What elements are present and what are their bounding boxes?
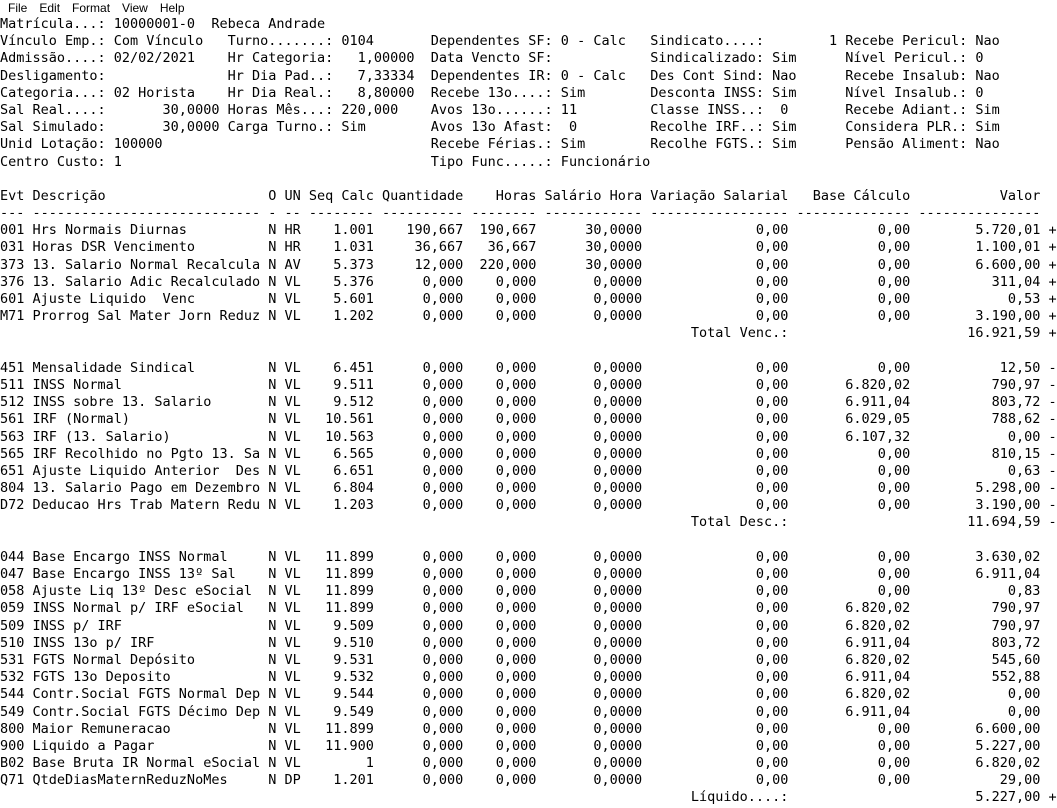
total-line: Total Desc.: 11.694,59 -	[0, 514, 1057, 531]
event-row: 451 Mensalidade Sindical N VL 6.451 0,000 0,000 0,0000 0,00 0,00 12,50 -	[0, 359, 1057, 376]
event-row: 565 IRF Recolhido no Pgto 13. Sa N VL 6.565 0,000 0,000 0,0000 0,00 0,00 810,15 -	[0, 445, 1057, 462]
employee-info-line: Admissão....: 02/02/2021 Hr Categoria: 1,00000 Data Vencto SF: Sindicalizado: Sim Nível Pericul.: 0	[0, 50, 984, 67]
employee-info-line: Vínculo Emp.: Com Vínculo Turno.......: 0104 Dependentes SF: 0 - Calc Sindicato....: 1 Recebe Pericul: Nao	[0, 33, 1000, 50]
total-line: Líquido....: 5.227,00 +	[0, 789, 1057, 806]
event-row: Q71 QtdeDiasMaternReduzNoMes N DP 1.201 0,000 0,000 0,0000 0,00 0,00 29,00	[0, 772, 1041, 789]
event-row: 031 Horas DSR Vencimento N HR 1.031 36,667 36,667 30,0000 0,00 0,00 1.100,01 +	[0, 239, 1057, 256]
employee-info-line: Sal Real....: 30,0000 Horas Mês...: 220,000 Avos 13o......: 11 Classe INSS..: 0 Recebe Adiant.: Sim	[0, 101, 1000, 118]
event-row: 376 13. Salario Adic Recalculado N VL 5.376 0,000 0,000 0,0000 0,00 0,00 311,04 +	[0, 273, 1057, 290]
blank-line	[0, 171, 1057, 188]
table-separator-line: --- ---------------------------- - -- -------- ---------- -------- ------------ ----------------- -------------- ---------------	[0, 205, 1041, 222]
event-row: 804 13. Salario Pago em Dezembro N VL 6.804 0,000 0,000 0,0000 0,00 0,00 5.298,00 -	[0, 480, 1057, 497]
menu-item-format[interactable]: Format	[72, 1, 111, 15]
event-row: 373 13. Salario Normal Recalcula N AV 5.373 12,000 220,000 30,0000 0,00 0,00 6.600,00 +	[0, 256, 1057, 273]
employee-info-line: Categoria...: 02 Horista Hr Dia Real.: 8,80000 Recebe 13o....: Sim Desconta INSS: Sim Nível Insalub.: 0	[0, 84, 984, 101]
event-row: 549 Contr.Social FGTS Décimo Dep N VL 9.549 0,000 0,000 0,0000 0,00 6.911,04 0,00	[0, 703, 1041, 720]
menu-item-edit[interactable]: Edit	[39, 1, 61, 15]
total-line: Total Venc.: 16.921,59 +	[0, 325, 1057, 342]
blank-line	[0, 343, 1057, 360]
menu-item-help[interactable]: Help	[159, 1, 185, 15]
event-row: 544 Contr.Social FGTS Normal Dep N VL 9.544 0,000 0,000 0,0000 0,00 6.820,02 0,00	[0, 686, 1041, 703]
event-row: 561 IRF (Normal) N VL 10.561 0,000 0,000 0,0000 0,00 6.029,05 788,62 -	[0, 411, 1057, 428]
employee-info-line: Desligamento: Hr Dia Pad..: 7,33334 Dependentes IR: 0 - Calc Des Cont Sind: Nao Recebe Insalub: Nao	[0, 67, 1000, 84]
event-row: 511 INSS Normal N VL 9.511 0,000 0,000 0,0000 0,00 6.820,02 790,97 -	[0, 376, 1057, 393]
event-row: 047 Base Encargo INSS 13º Sal N VL 11.899 0,000 0,000 0,0000 0,00 0,00 6.911,04	[0, 566, 1041, 582]
event-row: 058 Ajuste Liq 13º Desc eSocial N VL 11.899 0,000 0,000 0,0000 0,00 0,00 0,83	[0, 583, 1041, 600]
event-row: M71 Prorrog Sal Mater Jorn Reduz N VL 1.202 0,000 0,000 0,0000 0,00 0,00 3.190,00 +	[0, 308, 1057, 325]
menu-item-file[interactable]: File	[8, 1, 28, 15]
event-row: 509 INSS p/ IRF N VL 9.509 0,000 0,000 0,0000 0,00 6.820,02 790,97	[0, 617, 1041, 634]
event-row: B02 Base Bruta IR Normal eSocial N VL 1 0,000 0,000 0,0000 0,00 0,00 6.820,02	[0, 755, 1041, 772]
blank-line	[0, 532, 1057, 549]
menu-item-view[interactable]: View	[122, 1, 148, 15]
event-row: 563 IRF (13. Salario) N VL 10.563 0,000 0,000 0,0000 0,00 6.107,32 0,00 -	[0, 428, 1057, 445]
event-row: 532 FGTS 13o Deposito N VL 9.532 0,000 0,000 0,0000 0,00 6.911,04 552,88	[0, 669, 1041, 686]
employee-info-line: Centro Custo: 1 Tipo Func.....: Funcionário	[0, 153, 651, 170]
employee-info-line: Unid Lotação: 100000 Recebe Férias.: Sim Recolhe FGTS.: Sim Pensão Aliment: Nao	[0, 136, 1000, 153]
payroll-report-textarea[interactable]	[0, 16, 1057, 807]
event-row: 651 Ajuste Liquido Anterior Des N VL 6.651 0,000 0,000 0,0000 0,00 0,00 0,63 -	[0, 462, 1057, 479]
event-row: 900 Liquido a Pagar N VL 11.900 0,000 0,000 0,0000 0,00 0,00 5.227,00	[0, 737, 1041, 754]
event-row: 001 Hrs Normais Diurnas N HR 1.001 190,667 190,667 30,0000 0,00 0,00 5.720,01 +	[0, 222, 1057, 239]
event-row: 601 Ajuste Liquido Venc N VL 5.601 0,000 0,000 0,0000 0,00 0,00 0,53 +	[0, 291, 1057, 307]
event-row: 059 INSS Normal p/ IRF eSocial N VL 11.899 0,000 0,000 0,0000 0,00 6.820,02 790,97	[0, 600, 1041, 617]
employee-info-line: Sal Simulado: 30,0000 Carga Turno.: Sim Avos 13o Afast: 0 Recolhe IRF..: Sim Considera PLR.: Sim	[0, 119, 1000, 136]
event-row: 510 INSS 13o p/ IRF N VL 9.510 0,000 0,000 0,0000 0,00 6.911,04 803,72	[0, 634, 1041, 651]
event-row: 800 Maior Remuneracao N VL 11.899 0,000 0,000 0,0000 0,00 0,00 6.600,00	[0, 720, 1041, 737]
menu-bar	[0, 0, 1057, 16]
event-row: D72 Deducao Hrs Trab Matern Redu N VL 1.203 0,000 0,000 0,0000 0,00 0,00 3.190,00 -	[0, 497, 1057, 514]
table-header-line: Evt Descrição O UN Seq Calc Quantidade Horas Salário Hora Variação Salarial Base Cálculo Valor	[0, 187, 1041, 204]
event-row: 512 INSS sobre 13. Salario N VL 9.512 0,000 0,000 0,0000 0,00 6.911,04 803,72 -	[0, 394, 1057, 411]
event-row: 531 FGTS Normal Depósito N VL 9.531 0,000 0,000 0,0000 0,00 6.820,02 545,60	[0, 651, 1041, 668]
event-row: 044 Base Encargo INSS Normal N VL 11.899 0,000 0,000 0,0000 0,00 0,00 3.630,02	[0, 548, 1041, 565]
employee-info-line: Matrícula...: 10000001-0 Rebeca Andrade	[0, 16, 326, 32]
